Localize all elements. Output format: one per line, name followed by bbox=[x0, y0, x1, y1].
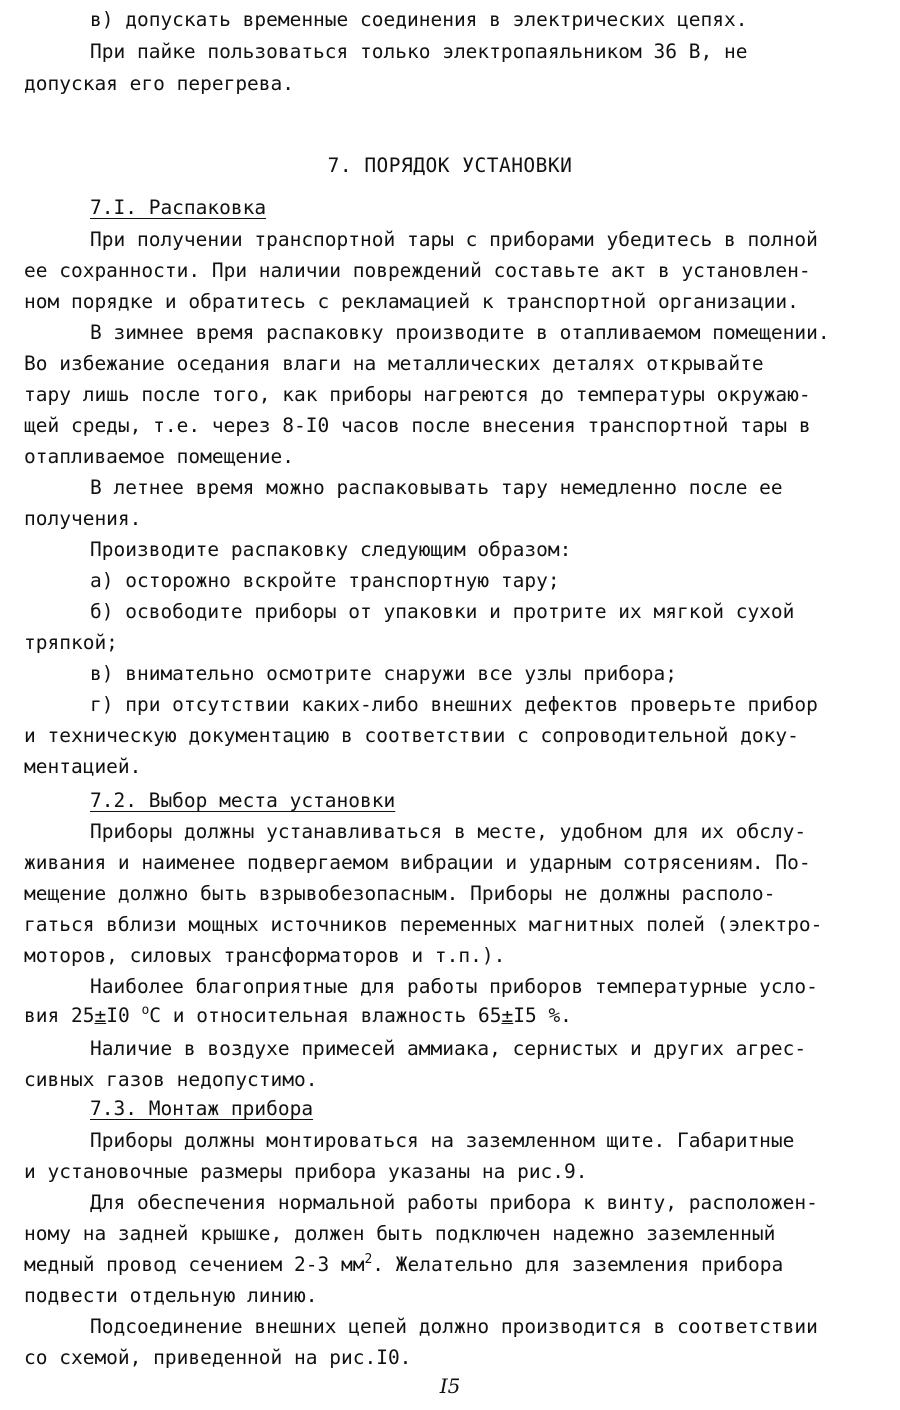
paragraph-line: сивных газов недопустимо. bbox=[24, 1068, 318, 1091]
subsection-title-mounting: 7.3. Монтаж прибора bbox=[90, 1097, 314, 1120]
wire-line bbox=[24, 1251, 783, 1279]
paragraph-line: отапливаемое помещение. bbox=[24, 445, 295, 468]
paragraph-line: подвести отдельную линию. bbox=[24, 1284, 318, 1307]
paragraph-line: моторов, силовых трансформаторов и т.п.). bbox=[24, 944, 506, 967]
list-item: ментацией. bbox=[24, 755, 142, 778]
paragraph-line: Производите распаковку следующим образом: bbox=[90, 538, 572, 561]
paragraph-line: гаться вблизи мощных источников переменных магнитных полей (электро- bbox=[24, 913, 823, 936]
plus-minus-symbol: ± bbox=[94, 1004, 107, 1027]
intro-line: При пайке пользоваться только электропаяльником 36 В, не bbox=[90, 40, 748, 63]
paragraph-line: Наличие в воздухе примесей аммиака, сернистых и других агрес- bbox=[90, 1037, 807, 1060]
paragraph-line: мещение должно быть взрывобезопасным. Приборы не должны располо- bbox=[24, 882, 776, 905]
intro-line: в) допускать временные соединения в электрических цепях. bbox=[90, 8, 748, 31]
paragraph-line: В летнее время можно распаковывать тару немедленно после ее bbox=[90, 476, 783, 499]
subsection-title-location: 7.2. Выбор места установки bbox=[90, 789, 396, 812]
paragraph-line: со схемой, приведенной на рис.I0. bbox=[24, 1346, 412, 1369]
paragraph-line: Приборы должны монтироваться на заземленном щите. Габаритные bbox=[90, 1129, 795, 1152]
text-fragment: медный провод сечением 2-3 мм bbox=[24, 1253, 365, 1276]
paragraph-line: Наиболее благоприятные для работы приборов температурные усло- bbox=[90, 975, 818, 998]
list-item: б) освободите приборы от упаковки и протрите их мягкой сухой bbox=[90, 600, 795, 623]
intro-line: допуская его перегрева. bbox=[24, 72, 295, 95]
square-superscript: 2 bbox=[364, 1252, 373, 1267]
paragraph-line: Во избежание оседания влаги на металлических деталях открывайте bbox=[24, 352, 764, 375]
paragraph-line: и установочные размеры прибора указаны на рис.9. bbox=[24, 1160, 588, 1183]
paragraph-line: В зимнее время распаковку производите в отапливаемом помещении. bbox=[90, 321, 830, 344]
page-number: I5 bbox=[439, 1374, 461, 1398]
subsection-title-unpacking: 7.I. Распаковка bbox=[90, 196, 267, 219]
section-title: 7. ПОРЯДОК УСТАНОВКИ bbox=[327, 154, 573, 177]
list-item: и техническую документацию в соответствии с сопроводительной доку- bbox=[24, 724, 799, 747]
text-fragment: вия 25 bbox=[24, 1004, 95, 1027]
text-fragment: . Желательно для заземления прибора bbox=[372, 1253, 784, 1276]
paragraph-line: получения. bbox=[24, 507, 142, 530]
paragraph-line: живания и наименее подвергаемом вибрации и ударным сотрясениям. По- bbox=[24, 851, 811, 874]
text-fragment: I0 bbox=[106, 1004, 142, 1027]
paragraph-line: ном порядке и обратитесь с рекламацией к транспортной организации. bbox=[24, 290, 799, 313]
list-item: а) осторожно вскройте транспортную тару; bbox=[90, 569, 560, 592]
paragraph-line: щей среды, т.е. через 8-I0 часов после внесения транспортной тары в bbox=[24, 414, 811, 437]
list-item: в) внимательно осмотрите снаружи все узлы прибора; bbox=[90, 662, 677, 685]
text-fragment: С и относительная влажность 65 bbox=[149, 1004, 502, 1027]
conditions-line bbox=[24, 1001, 572, 1031]
paragraph-line: Приборы должны устанавливаться в месте, удобном для их обслу- bbox=[90, 820, 807, 843]
list-item: тряпкой; bbox=[24, 631, 118, 654]
text-fragment: I5 %. bbox=[513, 1004, 572, 1027]
paragraph-line: При получении транспортной тары с приборами убедитесь в полной bbox=[90, 228, 818, 251]
list-item: г) при отсутствии каких-либо внешних дефектов проверьте прибор bbox=[90, 693, 818, 716]
paragraph-line: ее сохранности. При наличии повреждений составьте акт в установлен- bbox=[24, 259, 811, 282]
degree-symbol: о bbox=[141, 1003, 150, 1018]
paragraph-line: Подсоединение внешних цепей должно производится в соответствии bbox=[90, 1315, 818, 1338]
paragraph-line: Для обеспечения нормальной работы прибора к винту, расположен- bbox=[90, 1191, 818, 1214]
paragraph-line: ному на задней крышке, должен быть подключен надежно заземленный bbox=[24, 1222, 776, 1245]
plus-minus-symbol: ± bbox=[501, 1004, 514, 1027]
paragraph-line: тару лишь после того, как приборы нагреются до температуры окружаю- bbox=[24, 383, 811, 406]
